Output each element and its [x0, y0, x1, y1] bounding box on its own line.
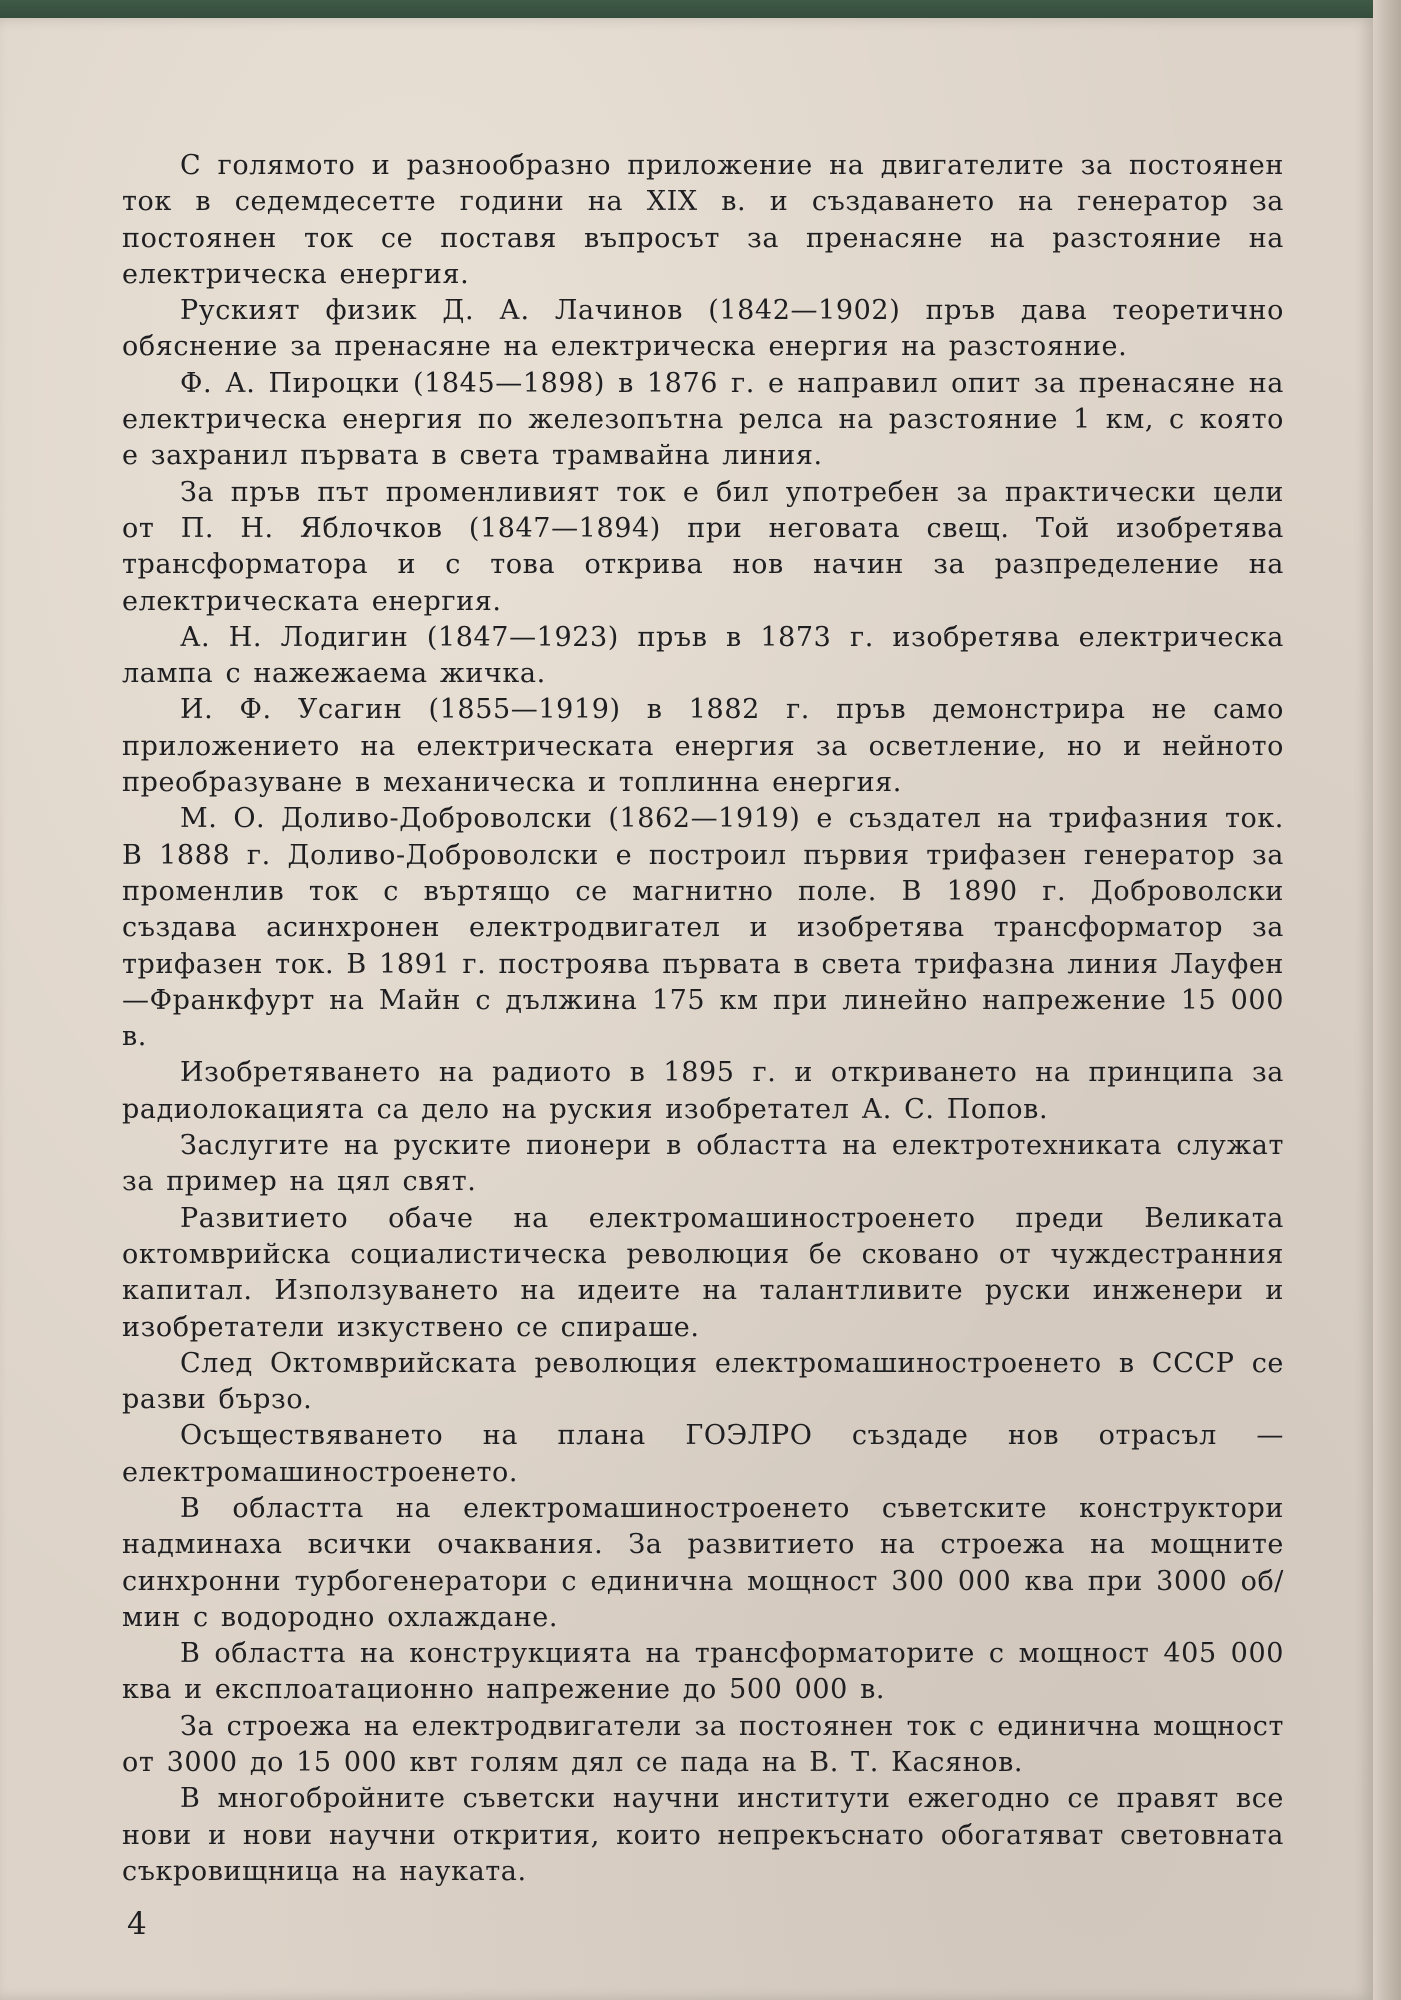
paragraph: За пръв път променливият ток е бил употребен за практически цели от П. Н. Яблочков (1847—1894) при неговата свещ. Той изобретява трансформатора и с това открива нов начин за разпределение на електрическата енергия.: [122, 476, 1284, 617]
paragraph: В областта на електромашиностроенето съветските конструктори надминаха всички очаквания. За развитието на строежа на мощните синхронни турбогенератори с единична мощност 300 000 ква при 3000 об/мин с водородно охлаждане.: [122, 1492, 1284, 1633]
page-number: 4: [127, 1906, 147, 1942]
paragraph: А. Н. Лодигин (1847—1923) пръв в 1873 г. изобретява електрическа лампа с нажежаема жичка.: [122, 621, 1284, 690]
book-page-edges: [1373, 0, 1401, 2000]
paragraph: В областта на конструкцията на трансформаторите с мощност 405 000 ква и експлоатационно напрежение до 500 000 в.: [122, 1638, 1284, 1706]
paragraph: Развитието обаче на електромашиностроенето преди Великата октомврийска социалистическа революция бе сковано от чуждестранния капитал. Използуването на идеите на талантливите руски инженери и изобретатели изкуствено се спираше.: [122, 1202, 1284, 1343]
paragraph: Ф. А. Пироцки (1845—1898) в 1876 г. е направил опит за пренасяне на електрическа енергия по железопътна релса на разстояние 1 км, с която е захранил първата в света трамвайна линия.: [122, 367, 1284, 472]
paragraph: С голямото и разнообразно приложение на двигателите за постоянен ток в седемдесетте години на XIX в. и създаването на генератор за постоянен ток се поставя въпросът за пренасяне на разстояние на електрическа енергия.: [122, 150, 1284, 290]
paragraph: В многобройните съветски научни институти ежегодно се правят все нови и нови научни открития, които непрекъснато обогатяват световната съкровищница на науката.: [122, 1783, 1284, 1887]
paragraph: Руският физик Д. А. Лачинов (1842—1902) пръв дава теоретично обяснение за пренасяне на електрическа енергия на разстояние.: [122, 295, 1284, 363]
body-text: [122, 148, 1284, 1890]
paragraph: Осъществяването на плана ГОЭЛРО създаде нов отрасъл — електромашиностроенето.: [122, 1420, 1284, 1488]
paragraph: След Октомврийската революция електромашиностроенето в СССР се разви бързо.: [122, 1347, 1284, 1416]
paragraph: Заслугите на руските пионери в областта на електротехниката служат за пример на цял свят.: [122, 1130, 1284, 1198]
paragraph: За строежа на електродвигатели за постоянен ток с единична мощност от 3000 до 15 000 квт голям дял се пада на В. Т. Касянов.: [122, 1710, 1284, 1779]
book-page: [0, 18, 1373, 2000]
paragraph: Изобретяването на радиото в 1895 г. и откриването на принципа за радиолокацията са дело на руския изобретател А. С. Попов.: [122, 1057, 1284, 1125]
paragraph: И. Ф. Усагин (1855—1919) в 1882 г. пръв демонстрира не само приложението на електрическата енергия за осветление, но и нейното преобразуване в механическа и топлинна енергия.: [122, 694, 1284, 799]
paragraph: М. О. Доливо-Доброволски (1862—1919) е създател на трифазния ток. В 1888 г. Доливо-Доброволски е построил първия трифазен генератор за променлив ток с въртящо се магнитно поле. В 1890 г. Доброволски създава асинхронен електродвигател и изобретява трансформатор за трифазен ток. В 1891 г. построява първата в света трифазна линия Лауфен—Франкфурт на Майн с дължина 175 км при линейно напрежение 15 000 в.: [122, 803, 1284, 1053]
